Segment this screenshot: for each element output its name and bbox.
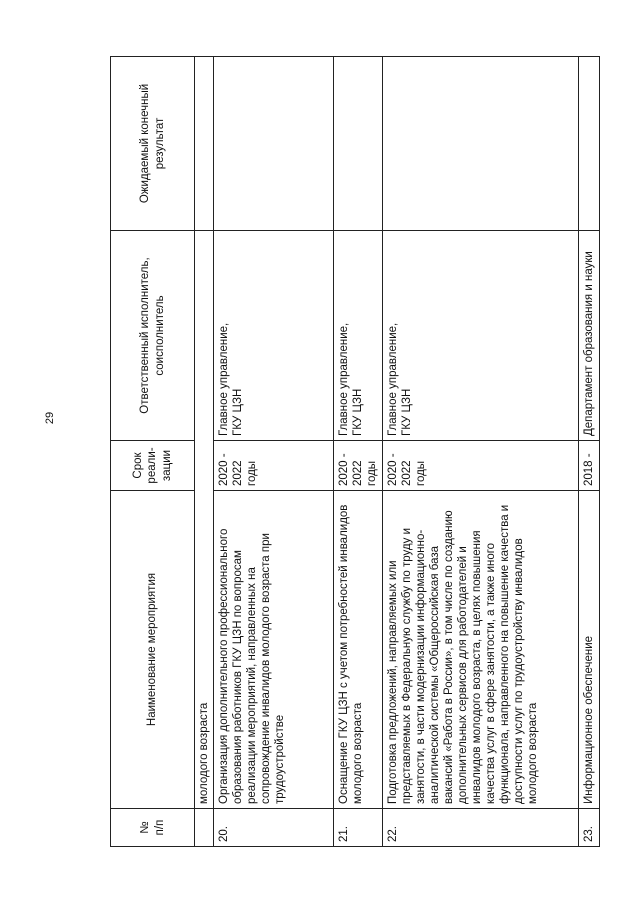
table-header-row bbox=[111, 57, 195, 847]
header-executor: Ответственный исполнитель, соисполнитель bbox=[111, 231, 195, 441]
header-term: Срок реали- зации bbox=[111, 441, 195, 491]
row-num: 21. bbox=[334, 809, 383, 847]
row-name: Подготовка предложений, направляемых или представляемых в Федеральную службу по труду и занятости, в части модернизации информационно-аналитической системы «Общероссийская база вакансий «Работа в России», в том числе по созданию дополнительных сервисов для работодателей и инвалидов молодого возраста, в целях повышения качества услуг в сфере занятости, а также иного функционала, направленного на повышение качества и доступности услуг по трудоустройству инвалидов молодого возраста bbox=[383, 491, 579, 809]
row-term: 2020 - 2022 годы bbox=[214, 441, 334, 491]
row-term: 2018 - bbox=[579, 441, 600, 491]
measures-table-rotated bbox=[110, 57, 596, 847]
table-row bbox=[214, 57, 334, 847]
row-executor: Главное управление, ГКУ ЦЗН bbox=[383, 231, 579, 441]
row-name: Информационное обеспечение bbox=[579, 491, 600, 809]
row-term: 2020 - 2022 годы bbox=[383, 441, 579, 491]
row-executor: Главное управление, ГКУ ЦЗН bbox=[334, 231, 383, 441]
header-result: Ожидаемый конечный результат bbox=[111, 57, 195, 231]
page-number: 29 bbox=[44, 411, 56, 425]
header-name: Наименование мероприятия bbox=[111, 491, 195, 809]
row-num: 20. bbox=[214, 809, 334, 847]
continuation-num-cell bbox=[195, 809, 214, 847]
row-num: 22. bbox=[383, 809, 579, 847]
continuation-row bbox=[195, 57, 214, 847]
continuation-result-cell bbox=[195, 57, 214, 231]
row-executor: Департамент образования и науки bbox=[579, 231, 600, 441]
row-name: Организация дополнительного профессионального образования работников ГКУ ЦЗН по вопросам реализации мероприятий, направленных на сопровождение инвалидов молодого возраста при трудоустройстве bbox=[214, 491, 334, 809]
row-result bbox=[334, 57, 383, 231]
row-name: Оснащение ГКУ ЦЗН с учетом потребностей инвалидов молодого возраста bbox=[334, 491, 383, 809]
continuation-text: молодого возраста bbox=[195, 491, 214, 809]
row-num: 23. bbox=[579, 809, 600, 847]
row-result bbox=[383, 57, 579, 231]
table-row bbox=[334, 57, 383, 847]
row-term: 2020 - 2022 годы bbox=[334, 441, 383, 491]
row-result bbox=[214, 57, 334, 231]
row-result bbox=[579, 57, 600, 231]
table-row bbox=[383, 57, 579, 847]
table-row bbox=[579, 57, 600, 847]
continuation-blank bbox=[195, 231, 214, 441]
continuation-blank bbox=[195, 441, 214, 491]
row-executor: Главное управление, ГКУ ЦЗН bbox=[214, 231, 334, 441]
header-num: № п/п bbox=[111, 809, 195, 847]
measures-table bbox=[110, 56, 600, 847]
